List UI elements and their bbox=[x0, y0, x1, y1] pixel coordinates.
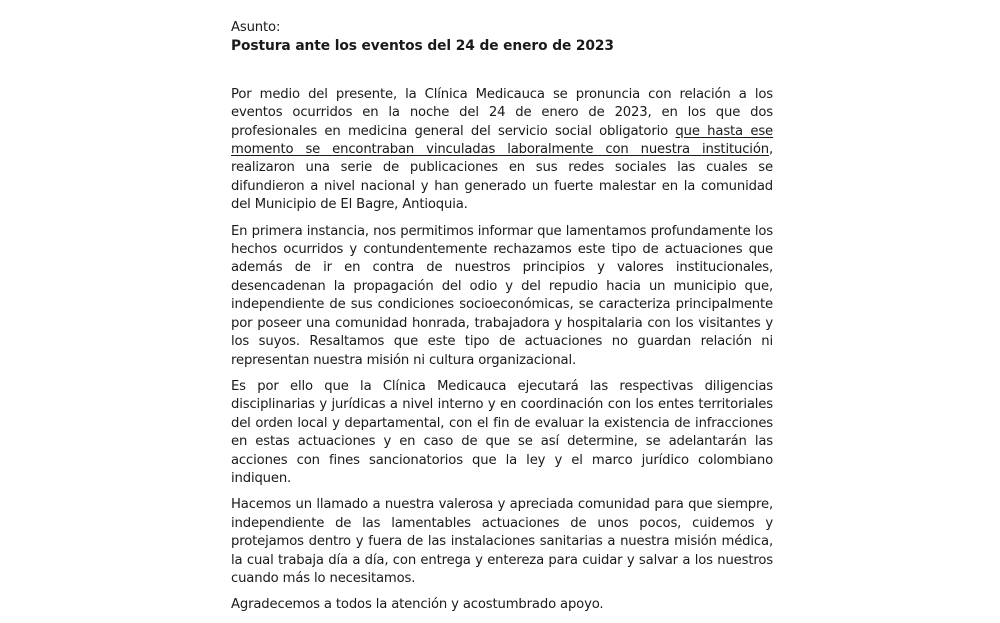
underlined-text: que hasta ese momento se encontraban vinculadas laboralmente con nuestra institución bbox=[231, 123, 774, 158]
paragraph-intro bbox=[231, 86, 773, 215]
paragraph-call-to-community: Hacemos un llamado a nuestra valerosa y apreciada comunidad para que siempre, independiente de las lamentables actuaciones de unos pocos, cuidemos y protejamos dentro y fuera de las instalaciones sanitarias a nuestra misión médica, la cual trabaja día a día, con entrega y entereza para cuidar y salvar a los nuestros cuando más lo necesitamos. bbox=[231, 497, 773, 586]
paragraph-actions: Es por ello que la Clínica Medicauca ejecutará las respectivas diligencias disciplinarias y jurídicas a nivel interno y en coordinación con los entes territoriales del orden local y departamental, con el fin de evaluar la existencia de infracciones en estas actuaciones y en caso de que se así determine, se adelantarán las acciones con fines sancionatorios que la ley y el marco jurídico colombiano indiquen. bbox=[231, 378, 773, 486]
letter-body bbox=[231, 86, 773, 615]
paragraph-thanks: Agradecemos a todos la atención y acostumbrado apoyo. bbox=[231, 597, 604, 613]
letter-document bbox=[231, 19, 773, 623]
paragraph-text: , realizaron una serie de publicaciones en sus redes sociales las cuales se difundieron a nivel nacional y han generado un fuerte malestar en la comunidad del Municipio de El Bagre, Antioquia. bbox=[231, 142, 773, 213]
paragraph-rejection: En primera instancia, nos permitimos informar que lamentamos profundamente los hechos ocurridos y contundentemente rechazamos este tipo de actuaciones que además de ir en contra de nuestros principios y valores institucionales, desencadenan la propagación del odio y del repudio hacia un municipio que, independiente de sus condiciones socioeconómicas, se caracteriza principalmente por poseer una comunidad honrada, trabajadora y hospitalaria con los visitantes y los suyos. Resaltamos que este tipo de actuaciones no guardan relación ni representan nuestra misión ni cultura organizacional. bbox=[231, 223, 773, 368]
subject-label: Asunto: bbox=[231, 20, 281, 35]
paragraph-text: Por medio del presente, la Clínica Medicauca se pronuncia con relación a los eventos ocurridos en la noche del 24 de enero de 2023, en los que dos profesionales en medicina general del servicio social obligatorio bbox=[231, 86, 773, 139]
subject-title: Postura ante los eventos del 24 de enero de 2023 bbox=[231, 38, 614, 55]
